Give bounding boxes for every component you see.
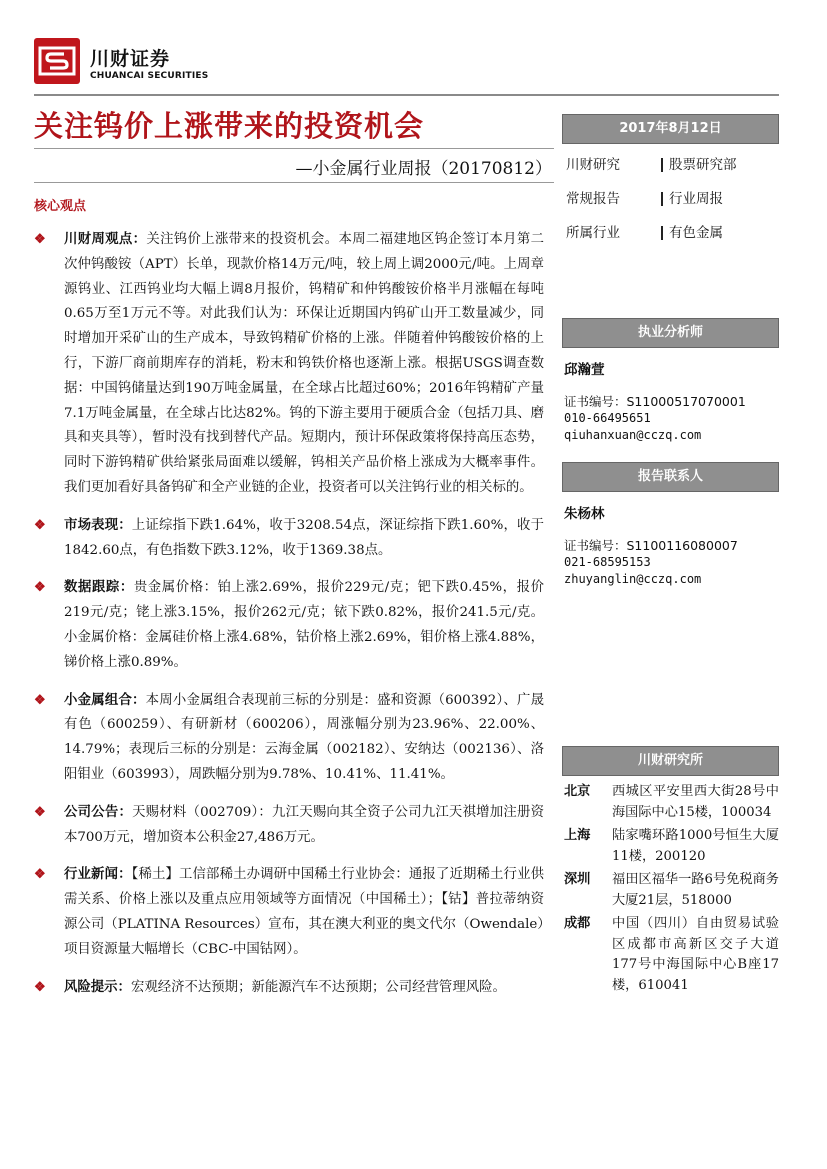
- bullet-text: 【稀土】工信部稀土办调研中国稀土行业协会：通报了近期稀土行业供需关系、价格上涨以及重点应用领域等方面情况（中国稀土）；【钴】普拉蒂纳资源公司（PLATINA Resources）宣布，其在澳大利亚的奥文代尔（Owendale）项目资源量大幅增长（CBC-中国钴网）。: [64, 867, 544, 957]
- bullet-text: 天赐材料（002709）：九江天赐向其全资子公司九江天祺增加注册资本700万元，增加资本公积金27,486万元。: [64, 804, 544, 845]
- meta-value: 股票研究部: [661, 158, 737, 172]
- main-content: [34, 228, 544, 1013]
- contact-name: 朱杨林: [564, 506, 605, 522]
- meta-key: 所属行业: [566, 225, 620, 241]
- analyst-block: [562, 362, 779, 444]
- office-city: 成都: [564, 916, 591, 931]
- bullet-label: 公司公告：: [64, 804, 133, 820]
- bullet-label: 小金属组合：: [64, 692, 146, 708]
- office-address: 福田区福华一路6号免税商务大厦21层，518000: [612, 872, 779, 908]
- meta-row: [562, 182, 779, 216]
- bullet-label: 市场表现：: [64, 517, 132, 533]
- institute-header: 川财研究所: [562, 746, 779, 776]
- bullet-text: 贵金属价格：铂上涨2.69%，报价229元/克；钯下跌0.45%，报价219元/克；铑上涨3.15%，报价262元/克；铱下跌0.82%，报价241.5元/克。小金属价格：金属硅价格上涨4.68%，钴价格上涨2.69%，钼价格上涨4.88%，锑价格上涨0.89%。: [64, 580, 545, 670]
- company-name-cn: 川财证券: [90, 48, 171, 70]
- bullet-text: 关注钨价上涨带来的投资机会。本周二福建地区钨企签订本月第二次仲钨酸铵（APT）长单，现款价格14万元/吨，较上周上调2000元/吨。上周章源钨业、江西钨业均大幅上调8月报价，钨精矿和仲钨酸铵价格半月涨幅在每吨0.65万至1万元不等。对此我们认为：环保让近期国内钨矿山开工数量减少，同时增加开采矿山的生产成本，导致钨精矿价格的上涨。伴随着仲钨酸铵价格的上行，下游厂商前期库存的消耗，粉末和钨铁价格也逐渐上涨。根据USGS调查数据：中国钨储量达到190万吨金属量，在全球占比超过60%；2016年钨精矿产量7.1万吨金属量，在全球占比达82%。钨的下游主要用于硬质合金（包括刀具、磨具和夹具等），暂时没有找到替代产品。短期内，预计环保政策将保持高压态势，同时下游钨精矿供给紧张局面难以缓解，钨相关产品价格上涨成为大概率事件。我们更加看好具备钨矿和全产业链的企业，投资者可以关注钨行业的相关标的。: [64, 232, 544, 495]
- s-logo-icon: [34, 38, 80, 84]
- analyst-cert: 证书编号：S1100051707000​1: [564, 394, 746, 409]
- bullet-label: 川财周观点：: [64, 232, 147, 247]
- office-address: 西城区平安里西大街28号中海国际中心15楼，100034: [612, 784, 779, 820]
- header-divider: [34, 94, 779, 96]
- meta-row: [562, 148, 779, 182]
- bullet-label: 数据跟踪：: [64, 580, 134, 596]
- title-divider: [34, 148, 554, 149]
- report-date: 2017年8月12日: [562, 114, 779, 144]
- bullet-industry-news: [34, 863, 544, 962]
- company-logo: [34, 38, 80, 84]
- bullet-label: 行业新闻：: [64, 867, 132, 883]
- report-subtitle: —小金属行业周报（20170812）: [295, 159, 552, 179]
- meta-key: 常规报告: [566, 191, 620, 207]
- office-chengdu: [562, 914, 779, 996]
- bullet-text: 宏观经济不达预期；新能源汽车不达预期；公司经营管理风险。: [130, 979, 506, 995]
- office-city: 北京: [564, 784, 591, 799]
- bullet-risk: [34, 976, 544, 1001]
- contact-email: zhuyanglin@cczq.com: [564, 572, 702, 586]
- sidebar: [562, 114, 779, 999]
- meta-row: [562, 216, 779, 250]
- bullet-market: [34, 514, 544, 564]
- office-address: 陆家嘴环路1000号恒生大厦11楼，200120: [612, 828, 779, 864]
- office-shenzhen: [562, 870, 779, 911]
- bullet-label: 风险提示：: [64, 979, 131, 995]
- diamond-bullet-icon: ❖: [34, 517, 46, 533]
- office-beijing: [562, 782, 779, 823]
- subtitle-divider: [34, 182, 554, 183]
- office-city: 深圳: [564, 872, 591, 887]
- contact-block: [562, 506, 779, 588]
- diamond-bullet-icon: ❖: [34, 979, 46, 995]
- diamond-bullet-icon: ❖: [34, 580, 46, 596]
- bullet-text: 上证综指下跌1.64%，收于3208.54点，深证综指下跌1.60%，收于1842.60点，有色指数下跌3.12%，收于1369.38点。: [64, 517, 545, 558]
- section-label: 核心观点: [34, 199, 87, 214]
- office-city: 上海: [564, 828, 591, 843]
- bullet-text: 本周小金属组合表现前三标的分别是：盛和资源（600392）、广晟有色（600259）、有研新材（600206），周涨幅分别为23.96%、22.00%、14.79%；表现后三标的分别是：云海金属（002182）、安纳达（002136）、洛阳钼业（603993），周跌幅分别为9.78%、10.41%、11.41%。: [64, 692, 544, 782]
- analyst-name: 邱瀚萱: [564, 362, 605, 378]
- report-title: 关注钨价上涨带来的投资机会: [34, 109, 425, 143]
- bullet-portfolio: [34, 689, 544, 788]
- contact-cert: 证书编号：S1100116080007: [564, 538, 738, 553]
- bullet-data-tracking: [34, 576, 544, 675]
- office-shanghai: [562, 826, 779, 867]
- diamond-bullet-icon: ❖: [34, 804, 46, 820]
- diamond-bullet-icon: ❖: [34, 867, 46, 883]
- bullet-weekly-view: [34, 228, 544, 501]
- analyst-header: 执业分析师: [562, 318, 779, 348]
- office-address: 中国（四川）自由贸易试验区成都市高新区交子大道177号中海国际中心B座17楼，610041: [612, 916, 779, 993]
- company-name-en: CHUANCAI SECURITIES: [90, 71, 209, 81]
- contact-header: 报告联系人: [562, 462, 779, 492]
- analyst-phone: 010-66495651: [564, 411, 651, 425]
- analyst-email: qiuhanxuan@cczq.com: [564, 428, 702, 442]
- diamond-bullet-icon: ❖: [34, 692, 46, 708]
- meta-value: 有色金属: [661, 226, 723, 240]
- bullet-announcement: [34, 801, 544, 851]
- diamond-bullet-icon: ❖: [34, 232, 46, 247]
- meta-key: 川财研究: [566, 157, 620, 173]
- meta-value: 行业周报: [661, 192, 723, 206]
- contact-phone: 021-68595153: [564, 555, 651, 569]
